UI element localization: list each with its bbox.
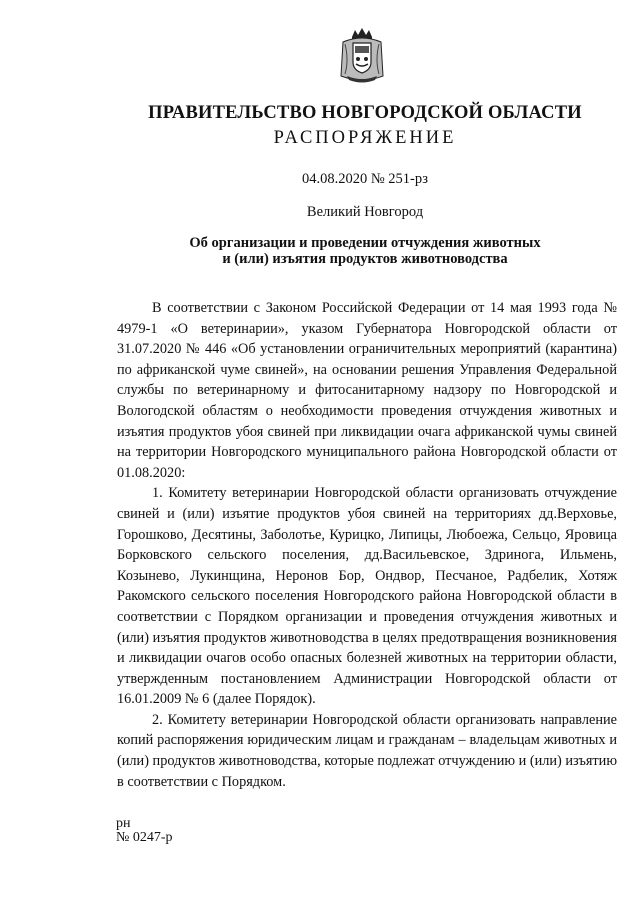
subject-line-2: и (или) изъятия продуктов животноводства xyxy=(222,251,508,267)
document-body xyxy=(117,298,617,792)
item-2-paragraph: 2. Комитету ветеринарии Новгородской области организовать направление копий распоряжения юридическим лицам и гражданам – владельцам животных и (или) продуктов животноводства, которые подлежат отчуждению и (или) изъятию в соответствии с Порядком. xyxy=(117,711,617,790)
footer-marks xyxy=(116,817,173,845)
subject-line-1: Об организации и проведении отчуждения животных xyxy=(189,235,541,251)
organization-title: ПРАВИТЕЛЬСТВО НОВГОРОДСКОЙ ОБЛАСТИ xyxy=(148,103,582,123)
document-subject xyxy=(0,235,640,267)
footer-doc-number: № 0247-р xyxy=(116,830,173,845)
footer-initials: рн xyxy=(116,816,131,831)
novgorod-coat-of-arms-icon xyxy=(339,26,385,84)
date-and-number: 04.08.2020 № 251-рз xyxy=(301,171,429,187)
preamble-paragraph: В соответствии с Законом Российской Федерации от 14 мая 1993 года № 4979-1 «О ветеринарии», указом Губернатора Новгородской области от 31.07.2020 № 446 «Об установлении ограничительных мероприятий (карантина) по африканской чуме свиней», на основании решения Управления Федеральной службы по ветеринарному и фитосанитарному надзору по Новгородской и Вологодской областям о необходимости проведения отчуждения животных и изъятия продуктов убоя свиней при ликвидации очага африканской чумы свиней на территории Новгородского муниципального района Новгородской области от 01.08.2020: xyxy=(117,300,617,481)
city-name: Великий Новгород xyxy=(306,204,424,220)
item-1-paragraph: 1. Комитету ветеринарии Новгородской области организовать отчуждение свиней и (или) изъятие продуктов убоя свиней на территориях дд.Верховье, Горошково, Десятины, Заболотье, Курицко, Липицы, Любоежа, Сельцо, Яровица Борковского сельского поселения, дд.Васильевское, Здринога, Ильмень, Козынево, Лукинщина, Неронов Бор, Ондвор, Песчаное, Радбелик, Хотяж Ракомского сельского поселения Новгородского района Новгородской области в соответствии с Порядком организации и проведения отчуждения животных и (или) изъятия продуктов животноводства в целях предотвращения возникновения и ликвидации очагов особо опасных болезней животных на территории области, утвержденным постановлением Администрации Новгородской области от 16.01.2009 № 6 (далее Порядок). xyxy=(117,485,617,708)
document-type: РАСПОРЯЖЕНИЕ xyxy=(273,128,457,148)
